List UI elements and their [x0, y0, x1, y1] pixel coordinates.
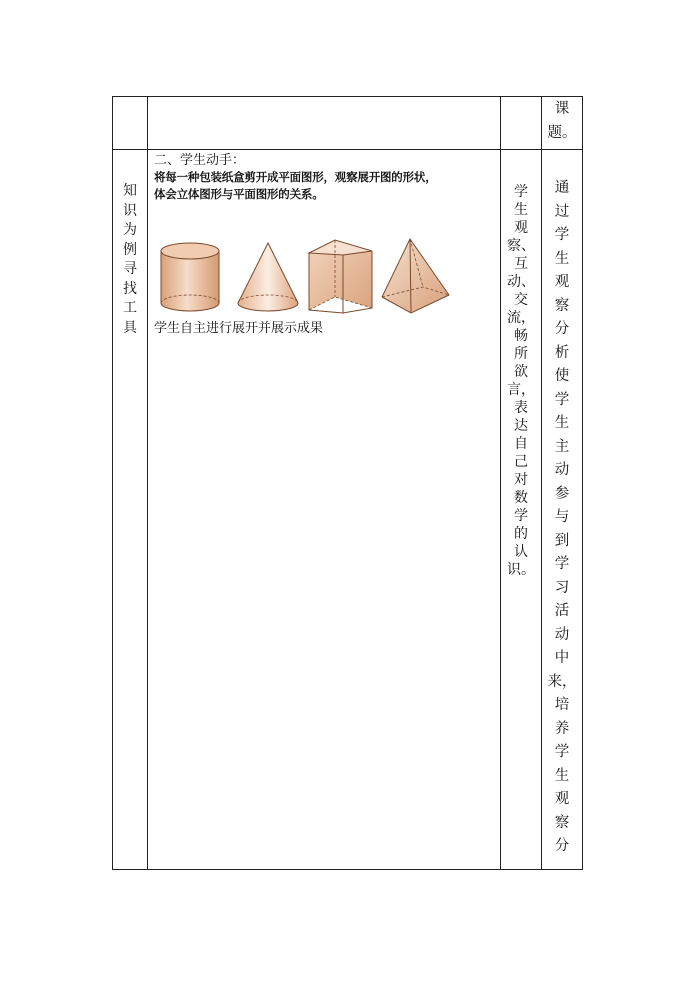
char: 生	[554, 250, 570, 267]
char: 所	[514, 346, 528, 362]
cylinder-icon	[161, 243, 219, 311]
char: 活	[554, 603, 570, 619]
char: 题。	[547, 124, 577, 141]
char: 达	[514, 418, 528, 434]
char: 与	[554, 509, 570, 525]
char: 识	[123, 202, 137, 219]
pyramid-icon	[382, 239, 449, 313]
char: 为	[123, 222, 137, 238]
char: 使	[554, 368, 570, 384]
char: 学	[514, 184, 528, 200]
char: 例	[123, 241, 137, 258]
char: 察	[554, 297, 570, 314]
char: 数	[514, 490, 528, 506]
section-heading: 二、学生动手：	[154, 153, 246, 168]
char: 察	[554, 814, 570, 831]
char: 寻	[123, 261, 137, 277]
char: 知	[123, 183, 137, 199]
char: 析	[554, 344, 570, 361]
char: 察、	[507, 238, 535, 254]
cone-icon	[238, 243, 298, 311]
char: 工	[123, 300, 137, 316]
char: 互	[514, 256, 528, 272]
char: 生	[514, 202, 528, 218]
char: 学	[554, 391, 570, 408]
instruction-line-1: 将每一种包装纸盒剪开成平面图形，观察展开图的形状，	[154, 170, 437, 184]
char: 对	[514, 472, 528, 488]
char: 生	[554, 767, 570, 784]
char: 生	[554, 415, 570, 431]
char: 到	[554, 532, 570, 549]
char: 观	[554, 791, 570, 807]
char: 来，	[547, 673, 577, 690]
char: 中	[554, 650, 570, 666]
char: 分	[554, 321, 570, 337]
char: 习	[554, 579, 570, 596]
row2-col4-text	[542, 177, 582, 859]
char: 己	[514, 454, 528, 470]
table-col-divider-1	[147, 96, 148, 870]
char: 参	[554, 485, 570, 502]
char: 主	[554, 438, 570, 455]
solid-figures-illustration	[157, 237, 457, 319]
char: 动	[554, 462, 570, 478]
row2-col1-text	[113, 182, 147, 338]
char: 找	[123, 280, 137, 297]
figure-caption: 学生自主进行展开并展示成果	[154, 321, 324, 336]
char: 自	[514, 436, 528, 452]
char: 识。	[507, 562, 535, 578]
char: 课	[554, 101, 570, 117]
char: 动、	[507, 274, 535, 290]
char: 观	[554, 274, 570, 290]
table-border-right	[582, 96, 583, 870]
table-border-top	[112, 96, 583, 97]
char: 学	[554, 556, 570, 572]
row2-col3-text	[501, 183, 541, 579]
triangular-prism-icon	[309, 240, 372, 313]
char: 动	[554, 626, 570, 643]
char: 言，	[507, 382, 535, 398]
char: 观	[514, 220, 528, 236]
char: 认	[514, 544, 528, 560]
char: 学	[554, 744, 570, 760]
char: 通	[554, 180, 570, 196]
char: 表	[514, 400, 528, 416]
char: 养	[554, 720, 570, 737]
char: 过	[554, 203, 570, 220]
char: 分	[554, 838, 570, 854]
table-border-bottom	[112, 869, 583, 870]
char: 交	[514, 292, 528, 308]
table-row-divider	[112, 149, 583, 150]
row1-col4-text	[542, 98, 582, 145]
char: 学	[554, 227, 570, 243]
char: 培	[554, 697, 570, 713]
char: 欲	[514, 364, 528, 380]
char: 畅	[514, 328, 528, 344]
char: 的	[514, 526, 528, 542]
char: 流，	[507, 310, 535, 326]
char: 具	[123, 319, 137, 336]
char: 学	[514, 508, 528, 524]
instruction-line-2: 体会立体图形与平面图形的关系。	[154, 187, 324, 201]
